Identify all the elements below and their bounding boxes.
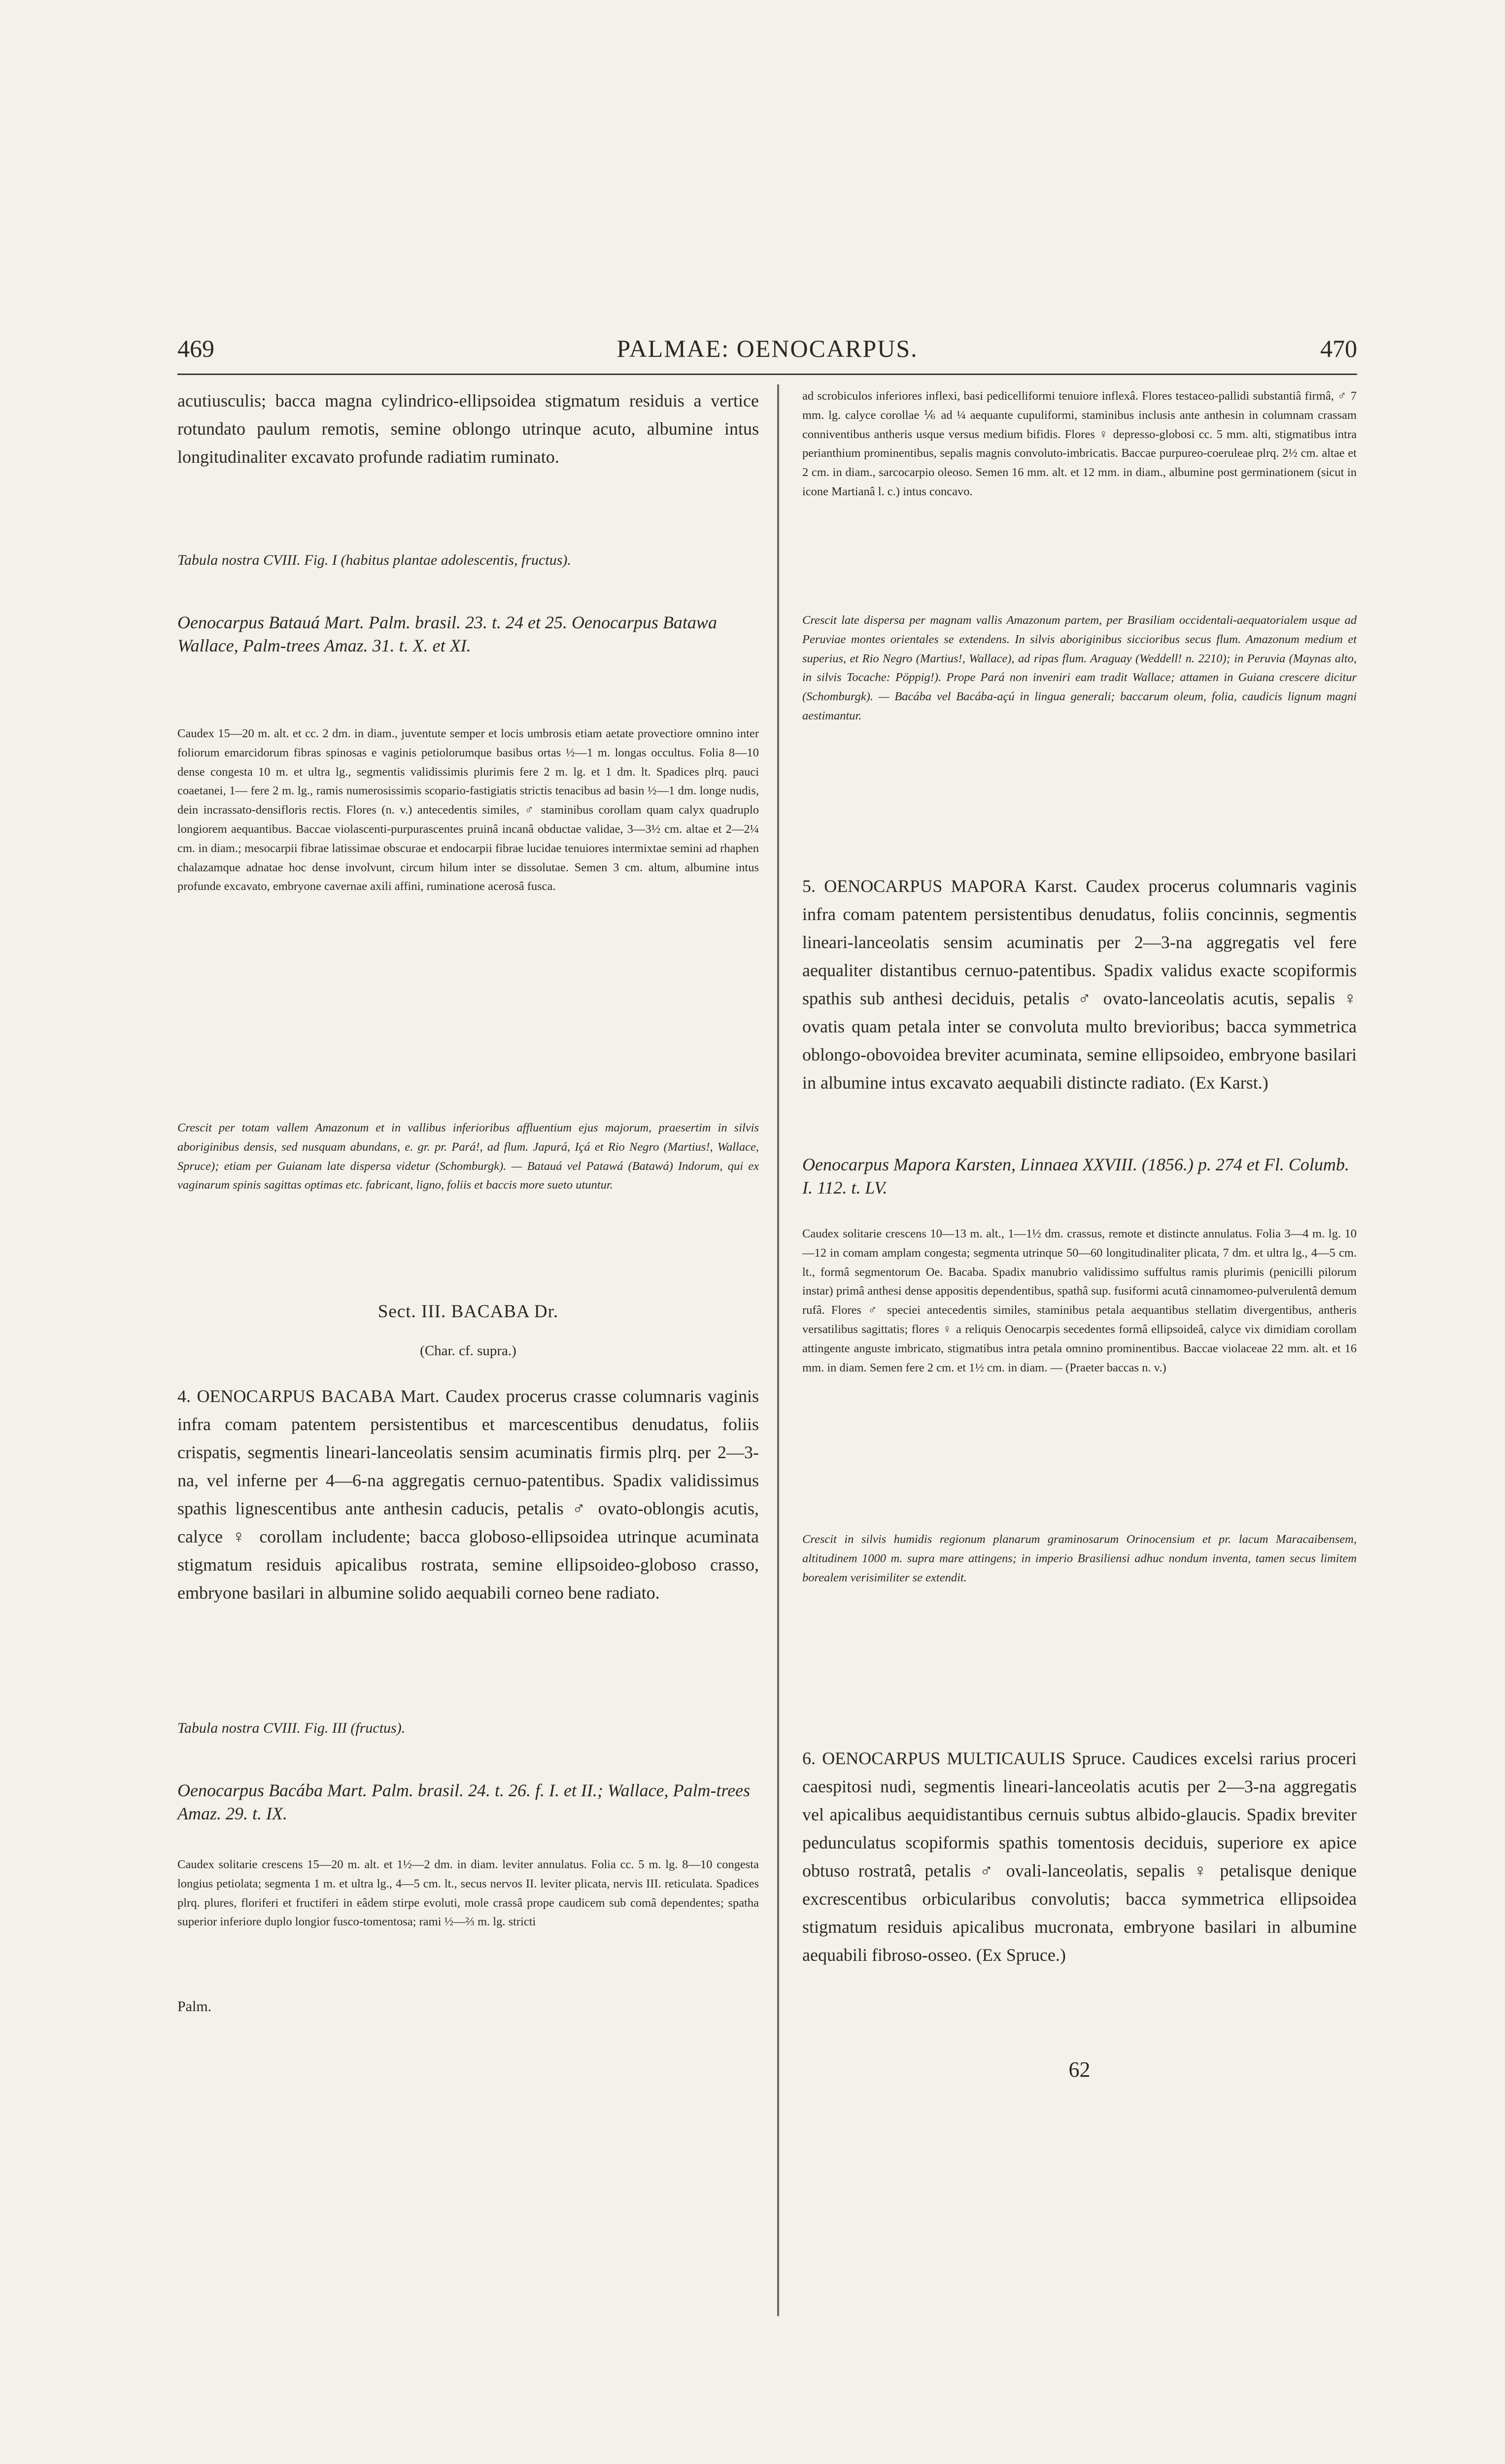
running-title: PALMAE: OENOCARPUS.	[616, 335, 918, 362]
signature-number: 62	[1068, 2057, 1091, 2082]
continuation-paragraph: acutiusculis; bacca magna cylindrico-ellipsoidea stigmatum residuis a vertice rotundato paulum remotis, semine oblongo utrinque acuto, albumine intus longitudinaliter excavato profunde radiatim ruminato.	[177, 391, 759, 467]
section-heading: Sect. III. BACABA Dr.	[377, 1301, 559, 1322]
distribution-note: Crescit per totam vallem Amazonum et in vallibus inferioribus affluentium ejus majorum, praesertim in silvis aboriginibus densis, sed nusquam abundans, e. gr. pr. Pará!, ad flum. Japurá, Içá et Rio Negro (Martius!, Wallace, Spruce); etiam per Guianam late dispersa videtur (Schomburgk). — Batauá vel Patawá (Batawá) Indorum, qui ex vaginarum spinis sagittas optimas etc. fabricant, ligno, foliis et baccis more sueto utuntur.	[177, 1121, 759, 1192]
page-number-left: 469	[177, 335, 214, 362]
synonymy: Oenocarpus Batauá Mart. Palm. brasil. 23. t. 24 et 25. Oenocarpus Batawa Wallace, Palm-trees Amaz. 31. t. X. et XI.	[177, 613, 717, 655]
column-divider	[777, 384, 779, 2316]
description: Caudex solitarie crescens 15—20 m. alt. et 1½—2 dm. in diam. leviter annulatus. Folia cc. 5 m. lg. 8—10 congesta longius petiolata; segmenta 1 m. et ultra lg., 4—5 cm. lt., secus nervos II. leviter plicata, nervis III. reticulata. Spadices plrq. plures, floriferi et fructiferi in eâdem stirpe evoluti, mole crassâ prope caudicem sub comâ dependentes; spatha superior inferiore duplo longior fusco-tomentosa; rami ½—⅔ m. lg. stricti	[177, 1858, 759, 1929]
section-character-note: (Char. cf. supra.)	[420, 1343, 516, 1359]
page-number-right: 470	[1320, 335, 1357, 362]
species-6-diagnosis: 6. OENOCARPUS MULTICAULIS Spruce. Caudices excelsi rarius proceri caespitosi nudi, segmentis lineari-lanceolatis acutis per 2—3-na aggregatis vel apicalibus aequidistantibus cernuis subtus albido-glaucis. Spadix breviter pedunculatus scopiformis spathis tomentosis deciduis, superiore ex apice obtuso rostratâ, petalis ♂ ovali-lanceolatis, sepalis ♀ petalisque denique excrescentibus orbicularibus convolutis; bacca symmetrica ellipsoidea stigmatum residuis apicalibus mucronata, embryone basilari in albumine aequabili fibroso-osseo. (Ex Spruce.)	[802, 1748, 1357, 1965]
distribution-note: Crescit in silvis humidis regionum planarum graminosarum Orinocensium et pr. lacum Maracaibensem, altitudinem 1000 m. supra mare attingens; in imperio Brasiliensi adhuc nondum inventa, tamen secus limitem borealem verisimiliter se extendit.	[802, 1533, 1357, 1584]
species-5-diagnosis: 5. OENOCARPUS MAPORA Karst. Caudex procerus columnaris vaginis infra comam patentem persistentibus denudatus, foliis concinnis, segmentis lineari-lanceolatis sensim acuminatis per 2—3-na aggregatis vel fere aequaliter distantibus cernuo-patentibus. Spadix validus exacte scopiformis spathis sub anthesi deciduis, petalis ♂ ovato-lanceolatis acutis, sepalis ♀ ovatis quam petala inter se convoluta multo brevioribus; bacca symmetrica oblongo-obovoidea breviter acuminata, semine ellipsoideo, embryone basilari in albumine intus excavato aequabili distincte radiato. (Ex Karst.)	[802, 876, 1357, 1093]
description-continued: ad scrobiculos inferiores inflexi, basi pedicelliformi tenuiore inflexâ. Flores testaceo-pallidi substantiâ firmâ, ♂ 7 mm. lg. calyce corollae ⅙ ad ¼ aequante cupuliformi, staminibus inclusis ante anthesin in columnam crassam conniventibus antheris usque versus medium bifidis. Flores ♀ depresso-globosi cc. 5 mm. alti, stigmatibus intra perianthium prominentibus, sepalis magnis convoluto-imbricatis. Baccae purpureo-coeruleae plrq. 2½ cm. altae et 2 cm. in diam., sarcocarpio oleoso. Semen 16 mm. alt. et 12 mm. in diam., albumine post germinationem (sicut in icone Martianâ l. c.) intus concavo.	[802, 389, 1357, 498]
description: Caudex solitarie crescens 10—13 m. alt., 1—1½ dm. crassus, remote et distincte annulatus. Folia 3—4 m. lg. 10—12 in comam amplam congesta; segmenta utrinque 50—60 longitudinaliter plicata, 7 dm. et ultra lg., 4—5 cm. lt., formâ segmentorum Oe. Bacaba. Spadix manubrio validissimo suffultus ramis plurimis (penicilli pilorum instar) primâ anthesi dense appositis dependentibus, spathâ sup. fusiformi acutâ cinnamomeo-pulverulentâ demum rufâ. Flores ♂ speciei antecedentis similes, staminibus petala aequantibus stellatim divergentibus, antheris versatilibus sagittatis; flores ♀ a reliquis Oenocarpis secedentes formâ ellipsoideâ, calyce vix dimidiam corollam attingente anguste imbricato, stigmatibus intra petala omnino prominentibus. Baccae violaceae 22 mm. alt. et 16 mm. in diam. Semen fere 2 cm. et 1½ cm. in diam. — (Praeter baccas n. v.)	[802, 1227, 1357, 1374]
running-header	[177, 329, 1357, 375]
synonymy: Oenocarpus Bacába Mart. Palm. brasil. 24. t. 26. f. I. et II.; Wallace, Palm-trees Amaz. 29. t. IX.	[177, 1780, 751, 1823]
plate-reference: Tabula nostra CVIII. Fig. I (habitus plantae adolescentis, fructus).	[177, 552, 571, 568]
description: Caudex 15—20 m. alt. et cc. 2 dm. in diam., juventute semper et locis umbrosis etiam aetate provectiore omnino inter foliorum emarcidorum fibras spinosas e vaginis petiolorumque basibus ortas ½—1 m. longas occultus. Folia 8—10 dense congesta 10 m. et ultra lg., segmentis validissimis plurimis fere 2 m. lg. et 1 dm. lt. Spadices plrq. pauci coaetanei, 1— fere 2 m. lg., ramis numerosissimis scopario-fastigiatis strictis tenacibus ad basin ½—1 dm. longe nudis, dein incrassato-densifloris rectis. Flores (n. v.) antecedentis similes, ♂ staminibus corollam quam calyx quadruplo longiorem aequantibus. Baccae violascenti-purpurascentes pruinâ incanâ obductae validae, 3—3½ cm. altae et 2—2¼ cm. in diam.; mesocarpii fibrae latissimae obscurae et endocarpii fibrae lucidae tenuiores intermixtae semini ad rhaphen chalazamque adnatae hoc dense involvunt, circum hilum inter se dissolutae. Semen 3 cm. altum, albumine intus profunde excavato, embryone cavernae axili affini, ruminatione acerosâ fusca.	[177, 727, 759, 893]
synonymy: Oenocarpus Mapora Karsten, Linnaea XXVIII. (1856.) p. 274 et Fl. Columb. I. 112. t. LV.	[802, 1155, 1349, 1198]
distribution-note: Crescit late dispersa per magnam vallis Amazonum partem, per Brasiliam occidentali-aequatorialem usque ad Peruviae montes orientales se extendens. In silvis aboriginibus siccioribus secus flum. Amazonum medium et superius, et Rio Negro (Martius!, Wallace), ad ripas flum. Araguay (Weddell! n. 2210); in Peruvia (Maynas alto, in silvis Tocache: Pöppig!). Prope Pará non inveniri eam tradit Wallace; attamen in Guiana crescere dicitur (Schomburgk). — Bacába vel Bacába-açú in lingua generali; baccarum oleum, folia, caudicis lignum magni aestimantur.	[802, 614, 1357, 722]
plate-reference: Tabula nostra CVIII. Fig. III (fructus).	[177, 1720, 406, 1736]
species-4-diagnosis: 4. OENOCARPUS BACABA Mart. Caudex procerus crasse columnaris vaginis infra comam patentem persistentibus et marcescentibus denudatus, foliis crispatis, segmentis lineari-lanceolatis sensim acuminatis firmis plrq. per 2—3-na, vel inferne per 4—6-na aggregatis cernuo-patentibus. Spadix validissimus spathis lignescentibus ante anthesin caducis, petalis ♂ ovato-oblongis acutis, calyce ♀ corollam includente; bacca globoso-ellipsoidea utrinque acuminata stigmatum residuis apicalibus rostrata, semine ellipsoideo-globoso crasso, embryone basilari in albumine solido aequabili corneo bene radiato.	[177, 1386, 759, 1603]
printer-signature-mark: Palm.	[177, 1998, 212, 2015]
